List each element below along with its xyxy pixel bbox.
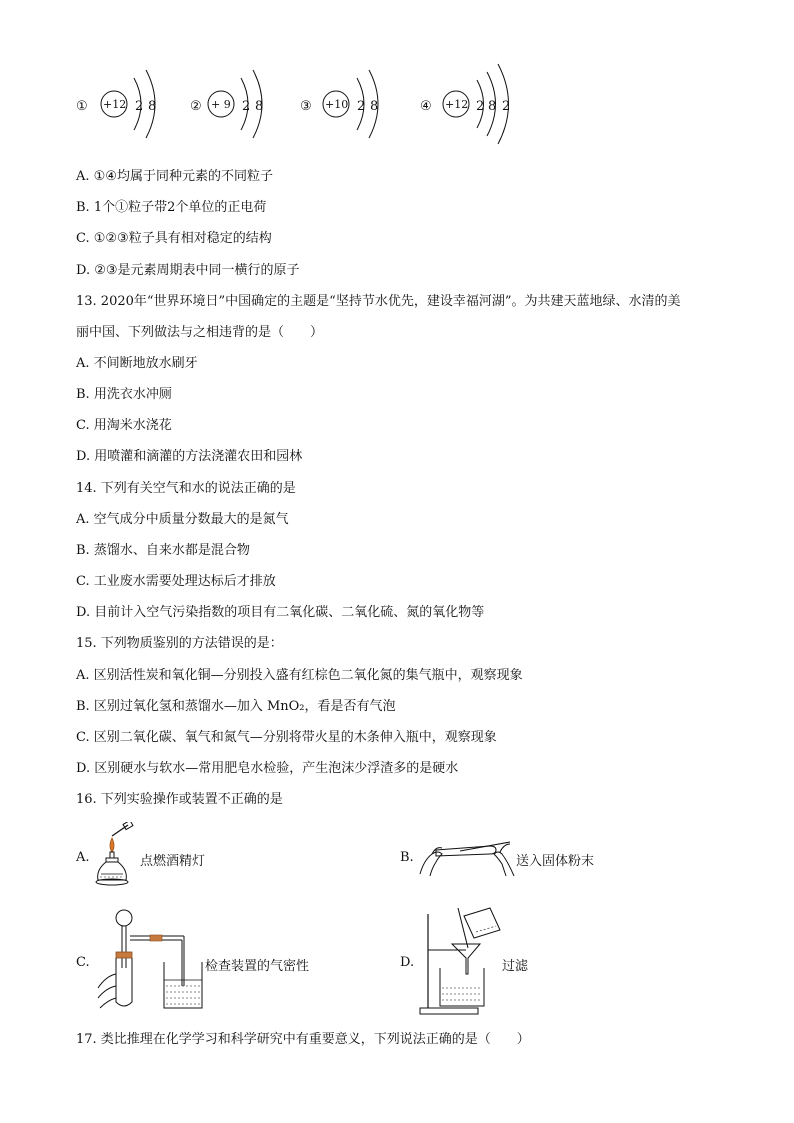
q13-option-a: A. 不间断地放水刷牙 (76, 356, 198, 371)
electron-shell-1: 2 (357, 99, 366, 114)
q16-option-d-caption: 过滤 (502, 959, 529, 974)
q16-option-c-caption: 检查装置的气密性 (205, 959, 310, 974)
electron-shell-2: 8 (488, 99, 497, 114)
q14-stem: 14. 下列有关空气和水的说法正确的是 (76, 481, 296, 496)
filtration-figure (418, 904, 508, 1016)
atom-shells-2 (190, 62, 280, 152)
q13-option-c: C. 用淘米水浇花 (76, 418, 172, 433)
atom-number: ② (190, 99, 202, 114)
atom-diagram-4 (420, 62, 530, 152)
q12-option-d: D. ②③是元素周期表中同一横行的原子 (76, 263, 300, 278)
q12-option-b: B. 1个①粒子带2个单位的正电荷 (76, 200, 267, 215)
electron-shell-2: 8 (148, 99, 157, 114)
atom-diagram-1 (76, 62, 166, 152)
q12-option-a: A. ①④均属于同种元素的不同粒子 (76, 169, 273, 184)
q13-stem-line2: 丽中国、下列做法与之相违背的是（ ） (76, 325, 324, 340)
q14-option-b: B. 蒸馏水、自来水都是混合物 (76, 543, 250, 558)
q13-option-b: B. 用洗衣水冲厕 (76, 387, 172, 402)
nucleus-charge: + 9 (211, 98, 231, 111)
q17-stem: 17. 类比推理在化学学习和科学研究中有重要意义，下列说法正确的是（ ） (76, 1032, 530, 1047)
q16-stem: 16. 下列实验操作或装置不正确的是 (76, 792, 283, 807)
airtightness-figure (94, 908, 206, 1012)
nucleus-charge: +10 (325, 98, 349, 111)
q15-option-b: B. 区别过氧化氢和蒸馏水—加入 MnO₂，看是否有气泡 (76, 699, 396, 714)
q13-stem-line1: 13. 2020年“世界环境日”中国确定的主题是“坚持节水优先，建设幸福河湖”。为共建天蓝地绿、水清的美 (76, 294, 681, 309)
q14-option-d: D. 目前计入空气污染指数的项目有二氧化碳、二氧化硫、氮的氧化物等 (76, 605, 485, 620)
electron-shell-2: 8 (370, 99, 379, 114)
electron-shell-1: 2 (135, 99, 144, 114)
q12-option-c: C. ①②③粒子具有相对稳定的结构 (76, 231, 272, 246)
atom-shells-4 (420, 62, 530, 152)
q14-option-a: A. 空气成分中质量分数最大的是氮气 (76, 512, 289, 527)
q13-option-d: D. 用喷灌和滴灌的方法浇灌农田和园林 (76, 449, 303, 464)
nucleus-charge: +12 (103, 98, 127, 111)
q16-option-b-caption: 送入固体粉末 (516, 854, 595, 869)
q14-option-c: C. 工业废水需要处理达标后才排放 (76, 574, 276, 589)
atom-diagram-3 (300, 62, 390, 152)
q15-option-a: A. 区别活性炭和氧化铜—分别投入盛有红棕色二氧化氮的集气瓶中，观察现象 (76, 668, 523, 683)
q16-option-c-letter: C. (76, 955, 90, 970)
q16-option-d-letter: D. (400, 955, 415, 970)
q15-stem: 15. 下列物质鉴别的方法错误的是： (76, 636, 283, 651)
atom-number: ① (76, 99, 88, 114)
alcohol-lamp-figure (94, 822, 144, 888)
nucleus-charge: +12 (445, 98, 469, 111)
electron-shell-3: 2 (502, 99, 511, 114)
q16-option-b-letter: B. (400, 850, 414, 865)
electron-shell-2: 8 (255, 99, 264, 114)
atom-diagram-2 (190, 62, 280, 152)
q16-option-a-caption: 点燃酒精灯 (140, 854, 206, 869)
atom-number: ③ (300, 99, 312, 114)
powder-tube-figure (418, 832, 518, 878)
electron-shell-1: 2 (476, 99, 485, 114)
q15-option-c: C. 区别二氧化碳、氧气和氮气—分别将带火星的木条伸入瓶中，观察现象 (76, 730, 497, 745)
q15-option-d: D. 区别硬水与软水—常用肥皂水检验，产生泡沫少浮渣多的是硬水 (76, 761, 459, 776)
atom-number: ④ (420, 99, 432, 114)
electron-shell-1: 2 (242, 99, 251, 114)
q16-option-a-letter: A. (76, 850, 90, 865)
